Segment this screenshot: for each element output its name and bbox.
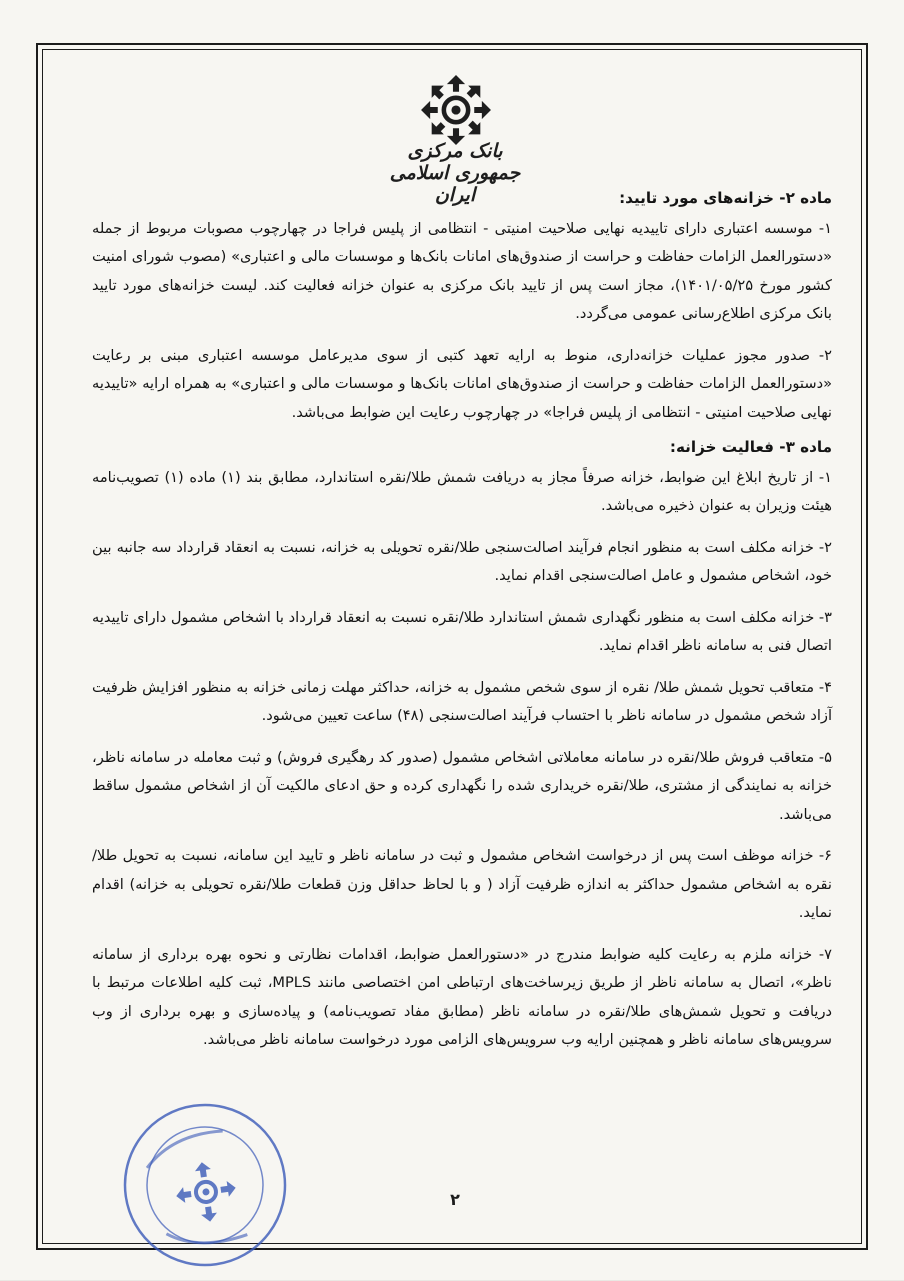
section-heading: ماده ۲- خزانه‌های مورد تایید: (619, 189, 832, 207)
bank-name-logotype: بانک مرکزی جمهوری اسلامی ایران (389, 140, 521, 206)
official-stamp-icon (109, 1089, 301, 1281)
central-bank-logo-icon (418, 72, 494, 148)
list-item: ۵- متعاقب فروش طلا/نقره در سامانه معاملاتی اشخاص مشمول (صدور کد رهگیری فروش) و ثبت معامله در سامانه ناظر، خزانه به نمایندگی از مشتری، طلا/نقره خریداری شده را نگهداری کرده و حق ادعای مالکیت آن از اشخاص مشمول ساقط می‌باشد. (92, 748, 832, 823)
page-number: ۲ (450, 1190, 460, 1209)
list-item: ۱- موسسه اعتباری دارای تاییدیه نهایی صلاحیت امنیتی - انتظامی از پلیس فراجا در چهارچوب مصوبات مربوط از جمله «دستورالعمل الزامات حفاظت و حراست از صندوق‌های امانات بانک‌ها و موسسات مالی و اعتباری» (مصوب شورای امنیت کشور مورخ ۱۴۰۱/۰۵/۲۵)، مجاز است پس از تایید بانک مرکزی به عنوان خزانه فعالیت کند. لیست خزانه‌های مورد تایید بانک مرکزی اطلاع‌رسانی عمومی می‌گردد. (92, 219, 833, 322)
list-item: ۱- از تاریخ ابلاغ این ضوابط، خزانه صرفاً مجاز به دریافت شمش طلا/نقره استاندارد، مطابق بند (۱) ماده (۱) تصویب‌نامه هیئت وزیران به عنوان ذخیره می‌باشد. (92, 468, 832, 514)
list-item: ۷- خزانه ملزم به رعایت کلیه ضوابط مندرج در «دستورالعمل ضوابط، اقدامات نظارتی و نحوه بهره برداری از سامانه ناظر»، اتصال به سامانه ناظر از طریق زیرساخت‌های ارتباطی امن اختصاصی مانند MPLS، ثبت کلیه اطلاعات مرتبط با دریافت و تحویل شمش‌های طلا/نقره در سامانه ناظر (مطابق مفاد تصویب‌نامه) و پیاده‌سازی و بهره برداری از وب سرویس‌های سامانه ناظر و همچنین ارایه وب سرویس‌های الزامی مورد درخواست سامانه ناظر می‌باشد. (92, 945, 832, 1048)
list-item: ۴- متعاقب تحویل شمش طلا/ نقره از سوی شخص مشمول به خزانه، حداکثر مهلت زمانی خزانه به منظور افزایش ظرفیت آزاد شخص مشمول در سامانه ناظر با احتساب فرآیند اصالت‌سنجی (۴۸) ساعت تعیین می‌شود. (92, 678, 832, 724)
document-body (92, 184, 832, 1068)
list-item: ۶- خزانه موظف است پس از درخواست اشخاص مشمول و ثبت در سامانه ناظر و تایید این سامانه، نسبت به تحویل طلا/نقره به اشخاص مشمول حداکثر به اندازه ظرفیت آزاد ( و با لحاظ حداقل وزن قطعات طلا/نقره تحویلی به خزانه) اقدام نماید. (92, 847, 832, 921)
list-item: ۲- صدور مجوز عملیات خزانه‌داری، منوط به ارایه تعهد کتبی از سوی مدیرعامل موسسه اعتباری مبنی بر رعایت «دستورالعمل الزامات حفاظت و حراست از صندوق‌های امانات بانک‌ها و موسسات مالی و اعتباری» به همراه ارایه «تاییدیه نهایی صلاحیت امنیتی - انتظامی از پلیس فراجا» در چهارچوب رعایت این ضوابط می‌باشد. (92, 346, 832, 421)
list-item: ۲- خزانه مکلف است به منظور انجام فرآیند اصالت‌سنجی طلا/نقره تحویلی به خزانه، نسبت به انعقاد قرارداد سه جانبه بین خود، اشخاص مشمول و عامل اصالت‌سنجی اقدام نماید. (92, 538, 832, 584)
section-heading: ماده ۳- فعالیت خزانه: (669, 438, 832, 456)
list-item: ۳- خزانه مکلف است به منظور نگهداری شمش استاندارد طلا/نقره نسبت به انعقاد قرارداد با اشخاص مشمول دارای تاییدیه اتصال فنی به سامانه ناظر اقدام نماید. (92, 608, 832, 654)
